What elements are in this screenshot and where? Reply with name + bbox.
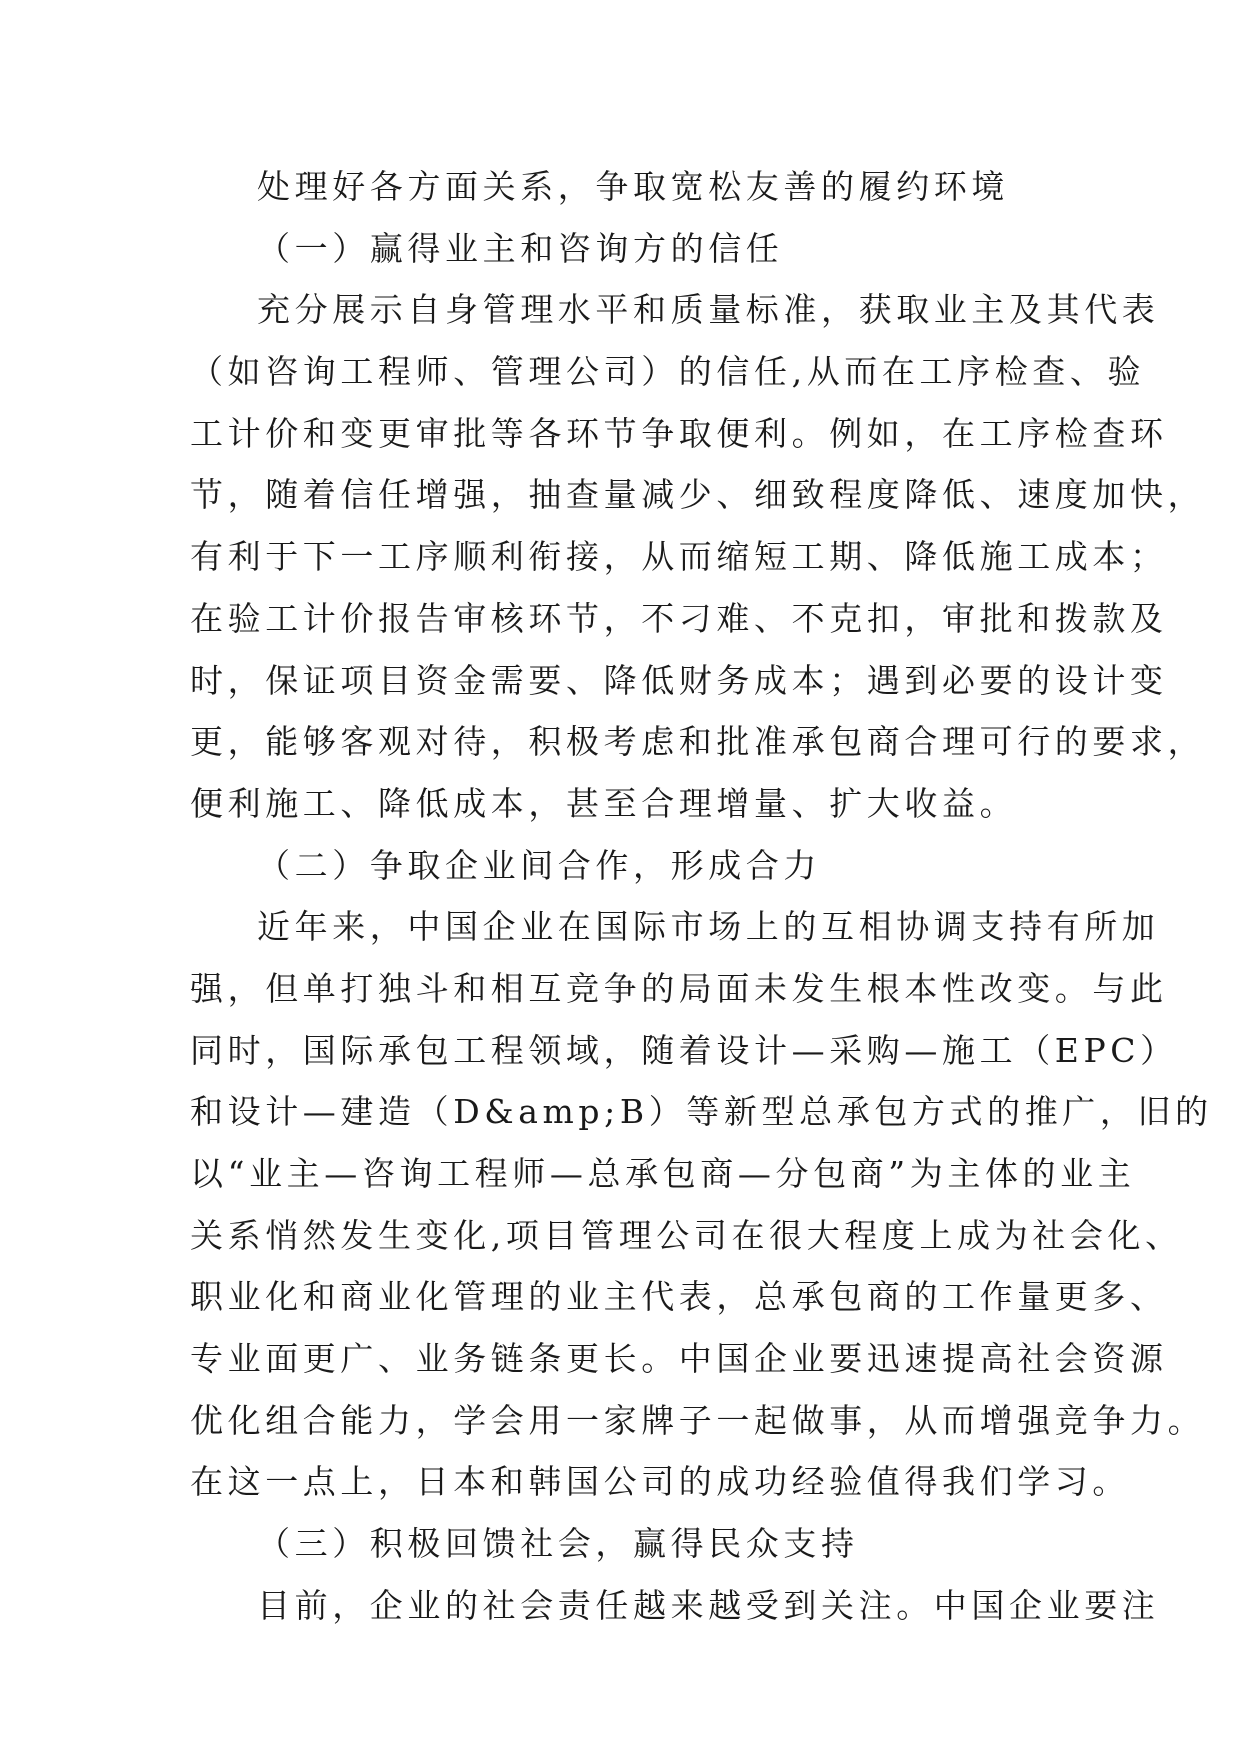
paragraph-line: 和设计—建造（D&amp;B）等新型总承包方式的推广，旧的 (190, 1092, 1213, 1132)
paragraph-line: 在验工计价报告审核环节，不刁难、不克扣，审批和拨款及 (190, 598, 1168, 638)
paragraph-line: 优化组合能力，学会用一家牌子一起做事，从而增强竞争力。 (190, 1400, 1206, 1440)
paragraph-line: 在这一点上，日本和韩国公司的成功经验值得我们学习。 (190, 1462, 1130, 1502)
paragraph-line: 职业化和商业化管理的业主代表，总承包商的工作量更多、 (190, 1277, 1168, 1317)
paragraph-line: 更，能够客观对待，积极考虑和批准承包商合理可行的要求， (190, 722, 1206, 762)
paragraph-line: 节，随着信任增强，抽查量减少、细致程度降低、速度加快， (190, 475, 1206, 515)
paragraph-line: 目前，企业的社会责任越来越受到关注。中国企业要注 (257, 1585, 1160, 1625)
paragraph-line: 有利于下一工序顺利衔接，从而缩短工期、降低施工成本； (190, 537, 1168, 577)
paragraph-line: 近年来，中国企业在国际市场上的互相协调支持有所加 (257, 907, 1160, 947)
paragraph-line: 工计价和变更审批等各环节争取便利。例如，在工序检查环 (190, 413, 1168, 453)
paragraph-line: 以“业主—咨询工程师—总承包商—分包商”为主体的业主 (190, 1154, 1136, 1193)
subheading-three: （三）积极回馈社会，赢得民众支持 (257, 1524, 859, 1564)
subheading-one: （一）赢得业主和咨询方的信任 (257, 228, 784, 268)
paragraph-line: 便利施工、降低成本，甚至合理增量、扩大收益。 (190, 783, 1018, 823)
paragraph-line: 关系悄然发生变化,项目管理公司在很大程度上成为社会化、 (190, 1215, 1183, 1255)
paragraph-line: 充分展示自身管理水平和质量标准，获取业主及其代表 (257, 290, 1160, 330)
paragraph-line: 时，保证项目资金需要、降低财务成本；遇到必要的设计变 (190, 660, 1168, 700)
paragraph-line: （如咨询工程师、管理公司）的信任,从而在工序检查、验 (190, 352, 1146, 392)
section-lead-line: 处理好各方面关系，争取宽松友善的履约环境 (257, 167, 1009, 206)
body-text (190, 156, 1213, 1637)
paragraph-line: 同时，国际承包工程领域，随着设计—采购—施工（EPC） (190, 1030, 1178, 1070)
paragraph-line: 专业面更广、业务链条更长。中国企业要迅速提高社会资源 (190, 1339, 1168, 1379)
paragraph-line: 强，但单打独斗和相互竞争的局面未发生根本性改变。与此 (190, 968, 1168, 1008)
subheading-two: （二）争取企业间合作，形成合力 (257, 845, 821, 885)
